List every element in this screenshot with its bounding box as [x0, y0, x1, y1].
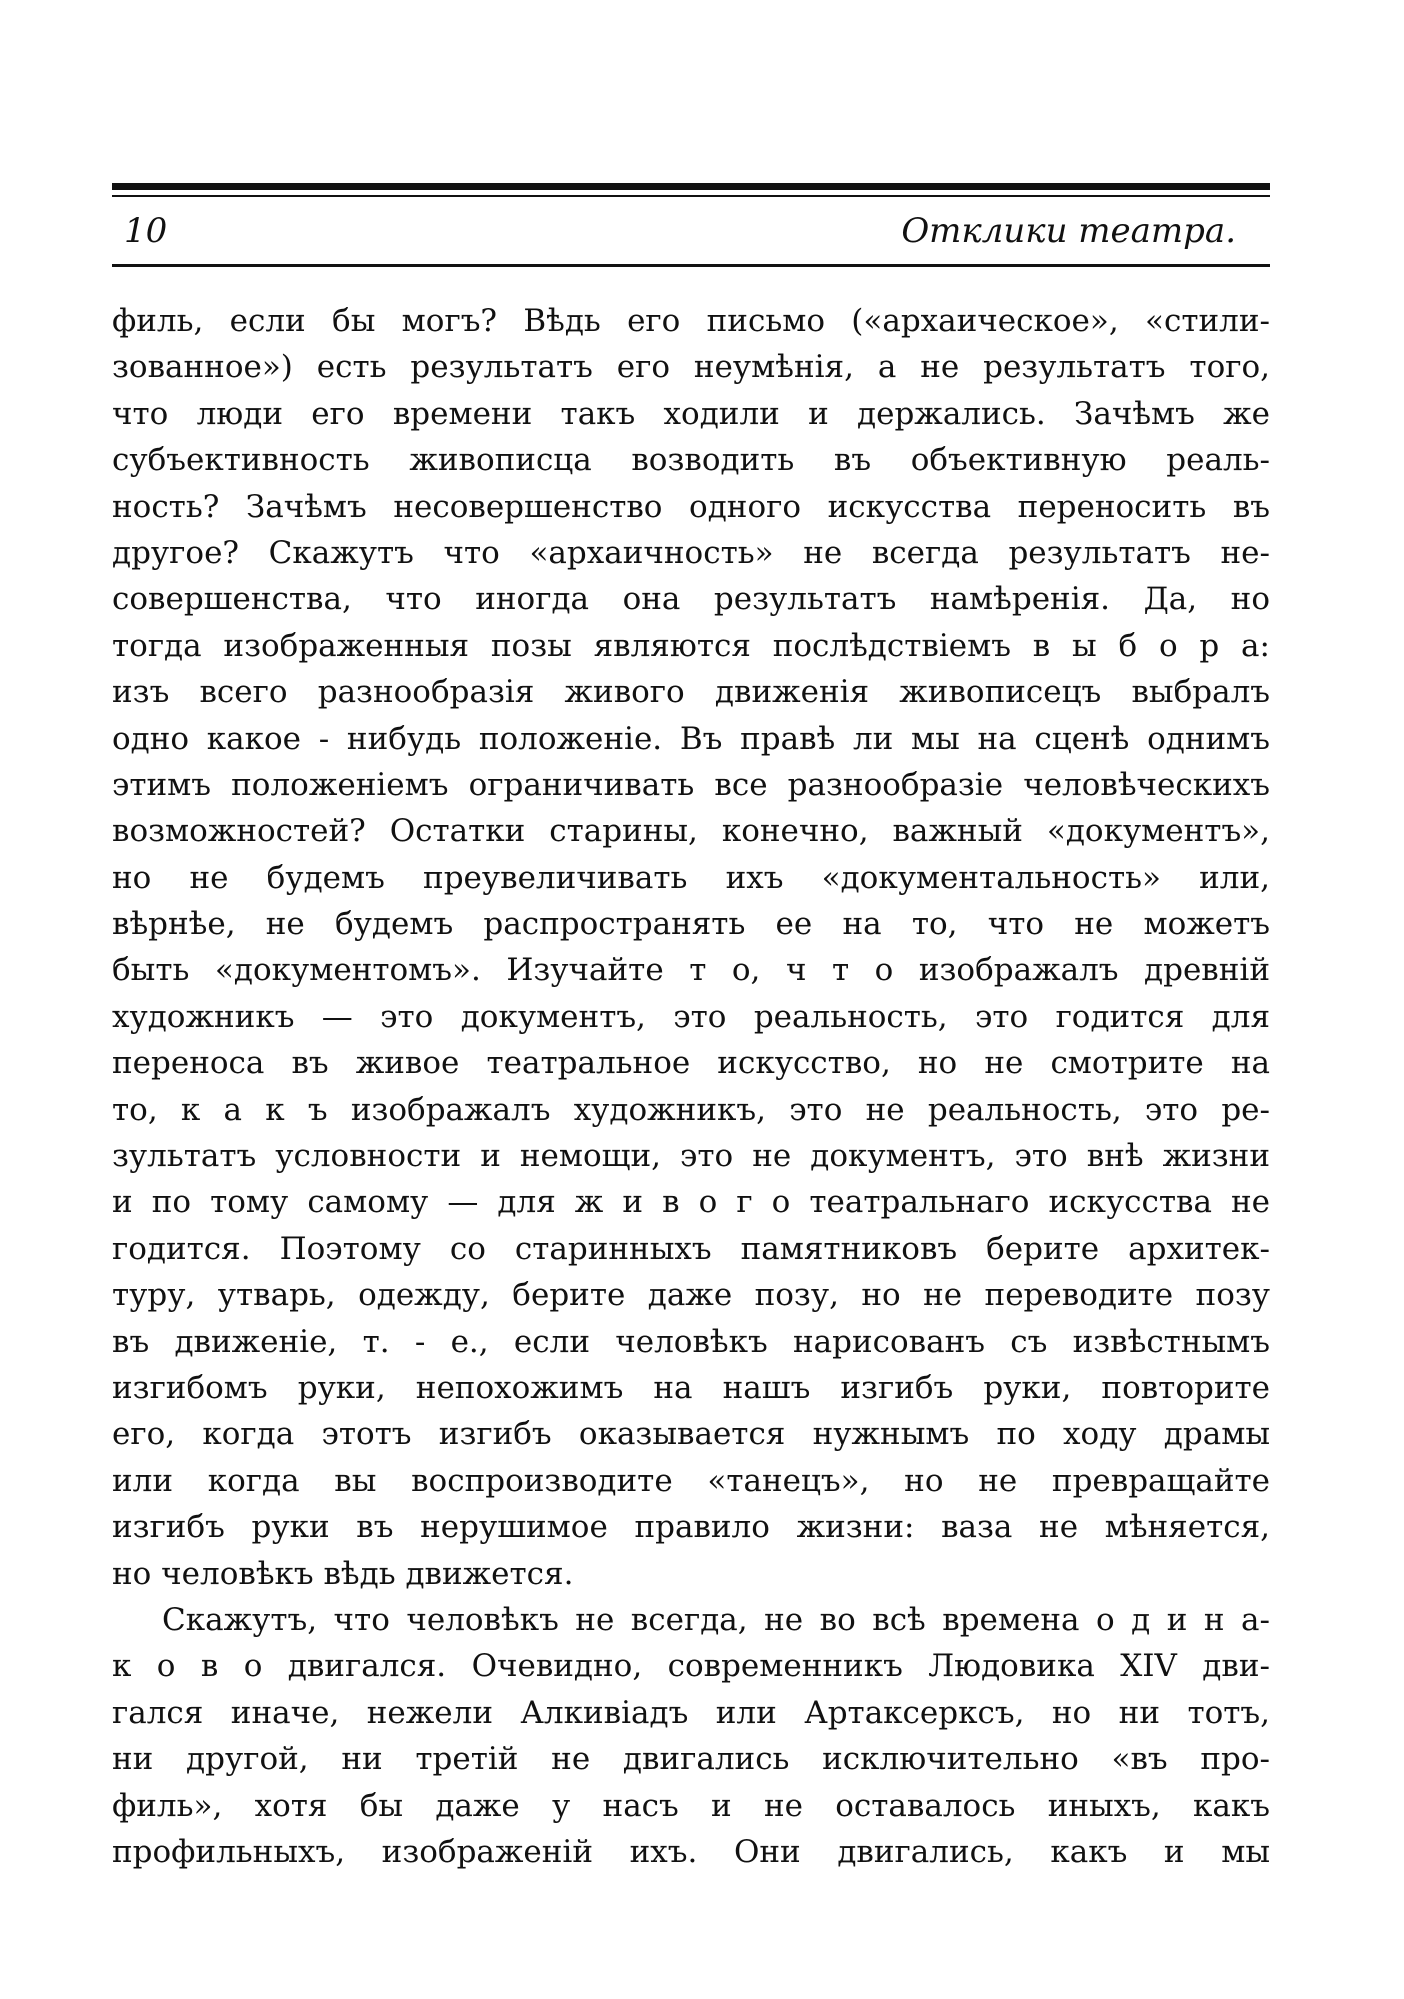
text-line: въ движеніе, т. - е., если человѣкъ нарисованъ съ извѣстнымъ: [112, 1323, 1270, 1360]
page-number: 10: [124, 211, 168, 251]
text-line: или когда вы воспроизводите «танецъ», но не превращайте: [112, 1462, 1270, 1499]
text-line: субъективность живописца возводить въ объективную реаль-: [112, 442, 1270, 479]
text-line: тогда изображенныя позы являются послѣдствіемъ в ы б о р а:: [112, 627, 1270, 664]
text-line: изгибомъ руки, непохожимъ на нашъ изгибъ руки, повторите: [112, 1369, 1270, 1406]
text-line: ни другой, ни третій не двигались исключительно «въ про-: [112, 1741, 1270, 1778]
header-rule-bottom: [112, 264, 1270, 267]
text-line: к о в о двигался. Очевидно, современникъ Людовика XIV дви-: [112, 1648, 1270, 1685]
text-line: возможностей? Остатки старины, конечно, важный «документъ»,: [112, 813, 1270, 850]
text-line: но не будемъ преувеличивать ихъ «документальность» или,: [112, 859, 1270, 896]
text-line: что люди его времени такъ ходили и держались. Зачѣмъ же: [112, 395, 1270, 432]
text-line: одно какое - нибудь положеніе. Въ правѣ ли мы на сценѣ однимъ: [112, 720, 1270, 757]
text-line: но человѣкъ вѣдь движется.: [112, 1555, 574, 1592]
text-line: профильныхъ, изображеній ихъ. Они двигались, какъ и мы: [112, 1833, 1270, 1870]
text-line: филь», хотя бы даже у насъ и не оставалось иныхъ, какъ: [112, 1787, 1270, 1824]
text-line: этимъ положеніемъ ограничивать все разнообразіе человѣческихъ: [112, 766, 1270, 803]
paragraph-1: [112, 298, 1270, 1597]
text-line: филь, если бы могъ? Вѣдь его письмо («архаическое», «стили-: [112, 303, 1270, 339]
text-line: зультатъ условности и немощи, это не документъ, это внѣ жизни: [112, 1138, 1270, 1175]
running-title: Отклики театра.: [901, 211, 1236, 251]
text-line: совершенства, что иногда она результатъ намѣренія. Да, но: [112, 581, 1270, 618]
text-line: годится. Поэтому со старинныхъ памятниковъ берите архитек-: [112, 1230, 1270, 1267]
body-text: [112, 298, 1270, 1875]
text-line: ность? Зачѣмъ несовершенство одного искусства переносить въ: [112, 488, 1270, 525]
text-line: художникъ — это документъ, это реальность, это годится для: [112, 998, 1270, 1035]
text-line: зованное») есть результатъ его неумѣнія, а не результатъ того,: [112, 349, 1270, 386]
header-rule-thick: [112, 183, 1270, 190]
text-line: и по тому самому — для ж и в о г о театральнаго искусства не: [112, 1184, 1270, 1221]
paragraph-2: [112, 1597, 1270, 1875]
text-line: другое? Скажутъ что «архаичность» не всегда результатъ не-: [112, 534, 1270, 571]
text-line: то, к а к ъ изображалъ художникъ, это не реальность, это ре-: [112, 1091, 1270, 1128]
header-rule-thin: [112, 195, 1270, 197]
text-line: его, когда этотъ изгибъ оказывается нужнымъ по ходу драмы: [112, 1416, 1270, 1453]
text-line: переноса въ живое театральное искусство, но не смотрите на: [112, 1045, 1270, 1082]
page-header: [112, 203, 1270, 261]
text-line: изъ всего разнообразія живого движенія живописецъ выбралъ: [112, 674, 1270, 711]
text-line: вѣрнѣе, не будемъ распространять ее на то, что не можетъ: [112, 906, 1270, 943]
text-line: туру, утварь, одежду, берите даже позу, но не переводите позу: [112, 1277, 1270, 1314]
text-line: гался иначе, нежели Алкивіадъ или Артаксерксъ, но ни тотъ,: [112, 1694, 1270, 1731]
text-line: изгибъ руки въ нерушимое правило жизни: ваза не мѣняется,: [112, 1509, 1270, 1546]
text-line: быть «документомъ». Изучайте т о, ч т о изображалъ древній: [112, 952, 1270, 989]
text-line: Скажутъ, что человѣкъ не всегда, не во всѣ времена о д и н а-: [162, 1601, 1270, 1638]
